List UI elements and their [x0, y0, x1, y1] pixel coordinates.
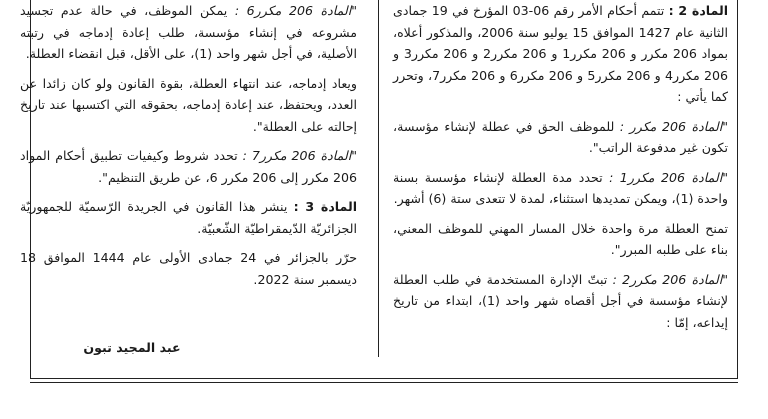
- article-text: يمكن الموظف، في حالة عدم تجسيد مشروعه في إنشاء مؤسسة، طلب إعادة إدماجه في رتبته الأصلية، في أجل شهر واحد (1)، على الأقل، قبل انقضاء العطلة.: [20, 3, 357, 61]
- article-text: ينشر هذا القانون في الجريدة الرّسميّة للجمهوريّة الجزائريّة الدّيمقراطيّة الشّعبيّة.: [20, 199, 357, 236]
- article-label: "المادة 206 مكرر1 :: [609, 169, 728, 185]
- article-206-bis2-paragraph: [393, 269, 728, 334]
- article-text: تحدد شروط وكيفيات تطبيق أحكام المواد 206 مكرر إلى 206 مكرر 6، عن طريق التنظيم".: [20, 148, 357, 185]
- article-label: المادة 2 :: [668, 3, 729, 18]
- article-text: تحدد مدة العطلة لإنشاء مؤسسة بسنة واحدة (1)، ويمكن تمديدها استثناء، لمدة لا تتعدى ستة (6) أشهر.: [393, 169, 728, 206]
- left-column: [20, 0, 357, 290]
- frame-right-border: [737, 0, 738, 378]
- paragraph-text: ويعاد إدماجه، عند انتهاء العطلة، بقوة القانون ولو كان زائدا عن العدد، ويحتفظ، عند إعادة إدماجه، بحقوقه التي اكتسبها عند تاريخ إحالته على العطلة".: [20, 75, 357, 134]
- article-text: تبتّ الإدارة المستخدمة في طلب العطلة لإنشاء مؤسسة في أجل أقصاه شهر واحد (1)، ابتداء من تاريخ إيداعه، إمّا :: [393, 271, 729, 330]
- article-206-bis6-paragraph: [20, 0, 357, 65]
- article-label: "المادة 206 مكرر6 :: [234, 3, 357, 18]
- signature: عبد المجيد تبون: [83, 340, 181, 355]
- frame-bottom-border-double: [30, 382, 738, 383]
- column-divider: [378, 0, 379, 357]
- frame-bottom-border: [30, 378, 738, 379]
- article-label: "المادة 206 مكرر :: [619, 118, 728, 134]
- article-2-paragraph: [393, 0, 728, 108]
- article-text: تتمم أحكام الأمر رقم 06-03 المؤرخ في 19 جمادى الثانية عام 1427 الموافق 15 يوليو سنة 2006، والمذكور أعلاه، بمواد 206 مكرر و 206 مكرر1 و 206 مكرر2 و 206 مكرر3 و 206 مكرر4 و 206 مكرر5 و 206 مكرر6 و 206 مكرر7، وتحرر كما يأتي :: [393, 3, 729, 104]
- article-3-paragraph: [20, 196, 357, 239]
- article-206-bis1-paragraph: [393, 167, 728, 210]
- article-206-bis-paragraph: [393, 116, 728, 159]
- paragraph-text: تمنح العطلة مرة واحدة خلال المسار المهني للموظف المعني، بناء على طلبه المبرر".: [393, 220, 728, 257]
- article-label: "المادة 206 مكرر2 :: [612, 271, 729, 287]
- article-text: للموظف الحق في عطلة لإنشاء مؤسسة، تكون غير مدفوعة الراتب".: [393, 118, 728, 155]
- date-place-paragraph: حرّر بالجزائر في 24 جمادى الأولى عام 1444 الموافق 18 ديسمبر سنة 2022.: [20, 250, 357, 287]
- article-label: "المادة 206 مكرر7 :: [242, 148, 358, 163]
- right-column: [393, 0, 728, 333]
- article-206-bis7-paragraph: [20, 145, 357, 188]
- article-label: المادة 3 :: [293, 199, 358, 214]
